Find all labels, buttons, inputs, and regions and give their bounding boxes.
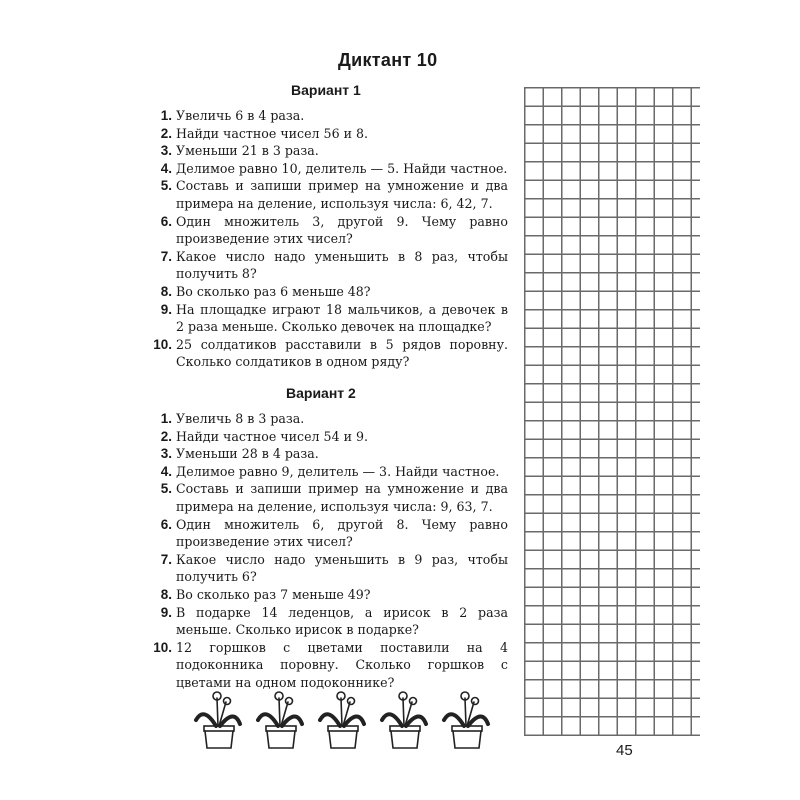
list-item: [146, 586, 508, 604]
item-text: 25 солдатиков расставили в 5 рядов поровну. Сколько солдатиков в одном ряду?: [176, 336, 508, 370]
list-item: [146, 639, 508, 692]
variant-1-list: [146, 107, 508, 371]
item-number: 7.: [160, 248, 172, 264]
item-text: Найди частное чисел 54 и 9.: [176, 428, 368, 444]
item-number: 1.: [160, 108, 172, 123]
item-number: 1.: [160, 411, 172, 426]
item-text: В подарке 14 леденцов, а ирисок в 2 раза меньше. Сколько ирисок в подарке?: [176, 604, 508, 638]
list-item: [146, 463, 508, 481]
list-item: [146, 107, 508, 125]
item-text: Делимое равно 9, делитель — 3. Найди частное.: [176, 463, 500, 479]
item-number: 8.: [160, 586, 172, 602]
item-text: Во сколько раз 7 меньше 49?: [176, 586, 371, 602]
list-item: [146, 177, 508, 212]
flower-pot-icon: [314, 688, 371, 750]
item-text: Уменьши 21 в 3 раза.: [176, 143, 319, 159]
item-text: Найди частное чисел 56 и 8.: [176, 125, 368, 141]
item-number: 10.: [153, 336, 172, 352]
item-number: 9.: [160, 301, 172, 317]
item-text: Увеличь 8 в 3 раза.: [176, 411, 305, 426]
item-number: 3.: [160, 143, 172, 159]
variant-1-heading: Вариант 1: [291, 82, 361, 98]
graph-paper-grid: [524, 87, 700, 736]
item-text: Составь и запиши пример на умножение и два примера на деление, используя числа: 6, 42, 7.: [176, 178, 508, 211]
variant-2-heading: Вариант 2: [286, 385, 356, 401]
item-number: 6.: [160, 516, 172, 532]
list-item: [146, 551, 508, 586]
item-number: 4.: [160, 160, 172, 176]
item-number: 8.: [160, 283, 172, 299]
list-item: [146, 125, 508, 143]
item-number: 4.: [160, 463, 172, 479]
item-text: Делимое равно 10, делитель — 5. Найди частное.: [176, 160, 508, 176]
list-item: [146, 248, 508, 283]
variant-2-list: [146, 410, 508, 692]
item-text: Уменьши 28 в 4 раза.: [176, 446, 319, 462]
item-number: 2.: [160, 428, 172, 444]
list-item: [146, 480, 508, 515]
item-text: Какое число надо уменьшить в 8 раз, чтобы получить 8?: [176, 248, 508, 282]
list-item: [146, 283, 508, 301]
item-number: 3.: [160, 446, 172, 462]
flower-pot-icon: [376, 688, 433, 750]
flower-pot-icon: [438, 688, 495, 750]
list-item: [146, 301, 508, 336]
item-number: 5.: [160, 178, 172, 194]
list-item: [146, 516, 508, 551]
item-number: 10.: [153, 639, 172, 655]
page-number: 45: [616, 742, 633, 759]
list-item: [146, 142, 508, 160]
list-item: [146, 445, 508, 463]
item-text: Один множитель 3, другой 9. Чему равно произведение этих чисел?: [176, 213, 508, 247]
item-number: 5.: [160, 481, 172, 497]
item-text: На площадке играют 18 мальчиков, а девочек в 2 раза меньше. Сколько девочек на площадке?: [176, 301, 508, 335]
list-item: [146, 410, 508, 428]
list-item: [146, 160, 508, 178]
list-item: [146, 336, 508, 371]
flower-pot-icon: [190, 688, 247, 750]
item-text: Увеличь 6 в 4 раза.: [176, 108, 305, 123]
item-number: 2.: [160, 125, 172, 141]
list-item: [146, 428, 508, 446]
item-text: Составь и запиши пример на умножение и два примера на деление, используя числа: 9, 63, 7.: [176, 481, 508, 514]
list-item: [146, 213, 508, 248]
list-item: [146, 604, 508, 639]
flower-pot-icon: [252, 688, 309, 750]
item-text: 12 горшков с цветами поставили на 4 подоконника поровну. Сколько горшков с цветами на одном подоконнике?: [176, 639, 508, 690]
item-number: 9.: [160, 604, 172, 620]
item-text: Один множитель 6, другой 8. Чему равно произведение этих чисел?: [176, 516, 508, 550]
item-text: Во сколько раз 6 меньше 48?: [176, 283, 371, 299]
item-text: Какое число надо уменьшить в 9 раз, чтобы получить 6?: [176, 551, 508, 585]
page-title: Диктант 10: [338, 50, 438, 70]
item-number: 7.: [160, 551, 172, 567]
flower-pot-illustration: [190, 688, 495, 750]
item-number: 6.: [160, 213, 172, 229]
